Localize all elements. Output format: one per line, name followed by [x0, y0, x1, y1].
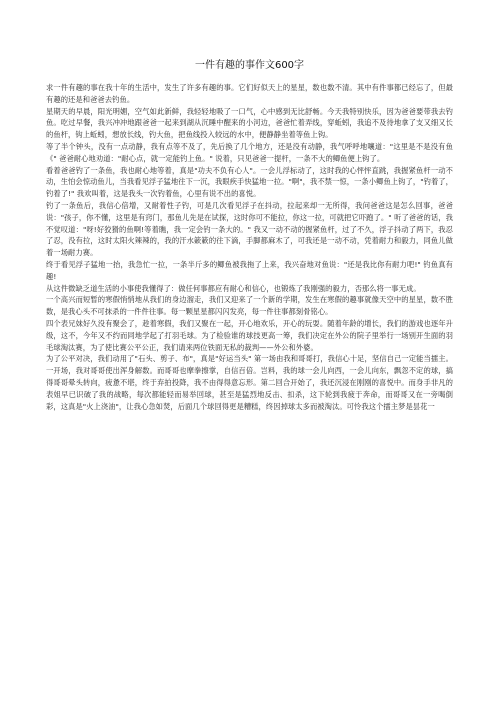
paragraph: 从这件微缺乏道生活的小事使我懂得了：做任何事都应有耐心和信心，也锻炼了我刚强的毅力，否那么将一事无成。	[46, 283, 421, 293]
paragraph: 为了公平对决，我们动用了"石头、剪子、布"，真是"好运当头" 第一场由我和哥哥打，我信心十足，坚信自己一定能当擂主。一开场，我对哥哥使出浑身解数。而哥哥也摩拳擦掌，自信百倍。岂料，我的球一会儿向西，一会儿向东，飘忽不定的球，搞得哥哥晕头转向，疲惫不堪，终于弃拍投降，我不由得得意忘形。第二回合开始了，我还沉浸在刚刚的喜悦中。而身手非凡的表姐早已识破了我的战略，每次都能轻而易举回球，甚至是猛烈地反击、扣杀，这下轮到我疲于奔命，而哥哥又在一旁喝倒彩，这真是"火上浇油"，让我心急如焚，后面几个球回得更是糟糕，终因掉球太多而被淘汰。可怜我这个擂主梦是昙花一	[46, 354, 453, 411]
paragraph: 等了半个钟头，没有一点动静，我有点等不及了，先后换了几个地方，还是没有动静，我气呼呼地嚷道："这里是不是没有鱼《" 爸爸耐心地劝道："耐心点，就一定能钓上鱼。" 说着，只见爸爸一提杆，一条不大的鲫鱼便上钩了。	[46, 141, 453, 163]
paragraph: 看着爸爸钓了一条鱼，我也耐心地等着，真是"功夫不负有心人"。一会儿浮标动了，这时我的心怦怦直跳，我握紧鱼杆一动不动，生怕会惊动鱼儿，当我看见浮子猛地往下一沉，我眼疾手快猛地一拉。"啊"，我不禁一惊，一条小鲫鱼上钩了，"钓着了，钓着了!" 我欢叫着，这是我头一次钓着鱼，心里有说不出的喜悦。	[46, 165, 453, 199]
paragraph: 钓了一条鱼后，我信心倍增，又耐着性子钓，可是几次看见浮子在抖动，拉起来却一无所得，我问爸爸这是怎么回事，爸爸说："孩子，你不懂，这里是有窍门，那鱼儿先是在试探，这时你可不能拉，你这一拉，可就把它吓跑了。" 听了爸爸的话，我不觉叹道："呀!好狡猾的鱼啊!等着瞧，我一定会钓一条大的。" 我又一动不动的握紧鱼杆，过了不久，浮子抖动了两下，我忍了忍，没有拉，这时太阳火辣辣的，我的汗水簌簌的往下滴，手脚都麻木了，可我还是一动不动，凭着耐力和毅力，同鱼儿做着一场耐力赛。	[46, 200, 453, 258]
paragraph: 求一件有趣的事在我十年的生活中，发生了许多有趣的事。它们好似天上的星星，数也数不清。其中有件事都已经忘了，但最有趣的还是和爸爸去钓鱼。	[46, 83, 453, 104]
document-title: 一件有趣的事作文600字	[194, 60, 305, 71]
paragraph: 一个高兴而短暂的寒假悄悄地从我们的身边溜走，我们又迎来了一个新的学期，发生在寒假的趣事就像天空中的星星，数不胜数，是我心头不可抹杀的一件件往事。每一颗星星都闪闪发亮，每一件往事都刻骨铭心。	[46, 295, 453, 317]
paragraph: 星期天的早晨，阳光明媚，空气如此新鲜，我轻轻地吸了一口气，心中感到无比舒畅。今天我特别快乐，因为爸爸要带我去钓鱼。吃过早餐，我兴冲冲地跟爸爸一起来到湖从沉睡中醒来的小河边，爸爸忙着弄线，穿蚯蚓，我追不及待地拿了支又细又长的鱼杆，钩上蚯蚓，想放长线，钓大鱼，把鱼线投入较远的水中，便静静坐着等鱼上钩。	[46, 106, 453, 140]
paragraph: 终于看见浮子猛地一抬，我急忙一拉，一条半斤多的鲫鱼被我拖了上来，我兴奋地对鱼说："还是我比你有耐力吧!" 钓鱼真有趣!	[46, 259, 453, 281]
paragraph: 四个表兄妹好久没有聚会了，趁着寒假，我们又聚在一起，开心地欢乐，开心的玩耍。随着年龄的增长，我们的游戏也逐年升级，这不，今年又不约而同地学起了打羽毛球。为了检验谁的球技更高一筹，我们决定在外公的院子里举行一场别开生面的羽毛球淘汰赛，为了使比赛公平公正，我们请来两位铁面无私的裁判——外公和外婆。	[46, 318, 453, 352]
